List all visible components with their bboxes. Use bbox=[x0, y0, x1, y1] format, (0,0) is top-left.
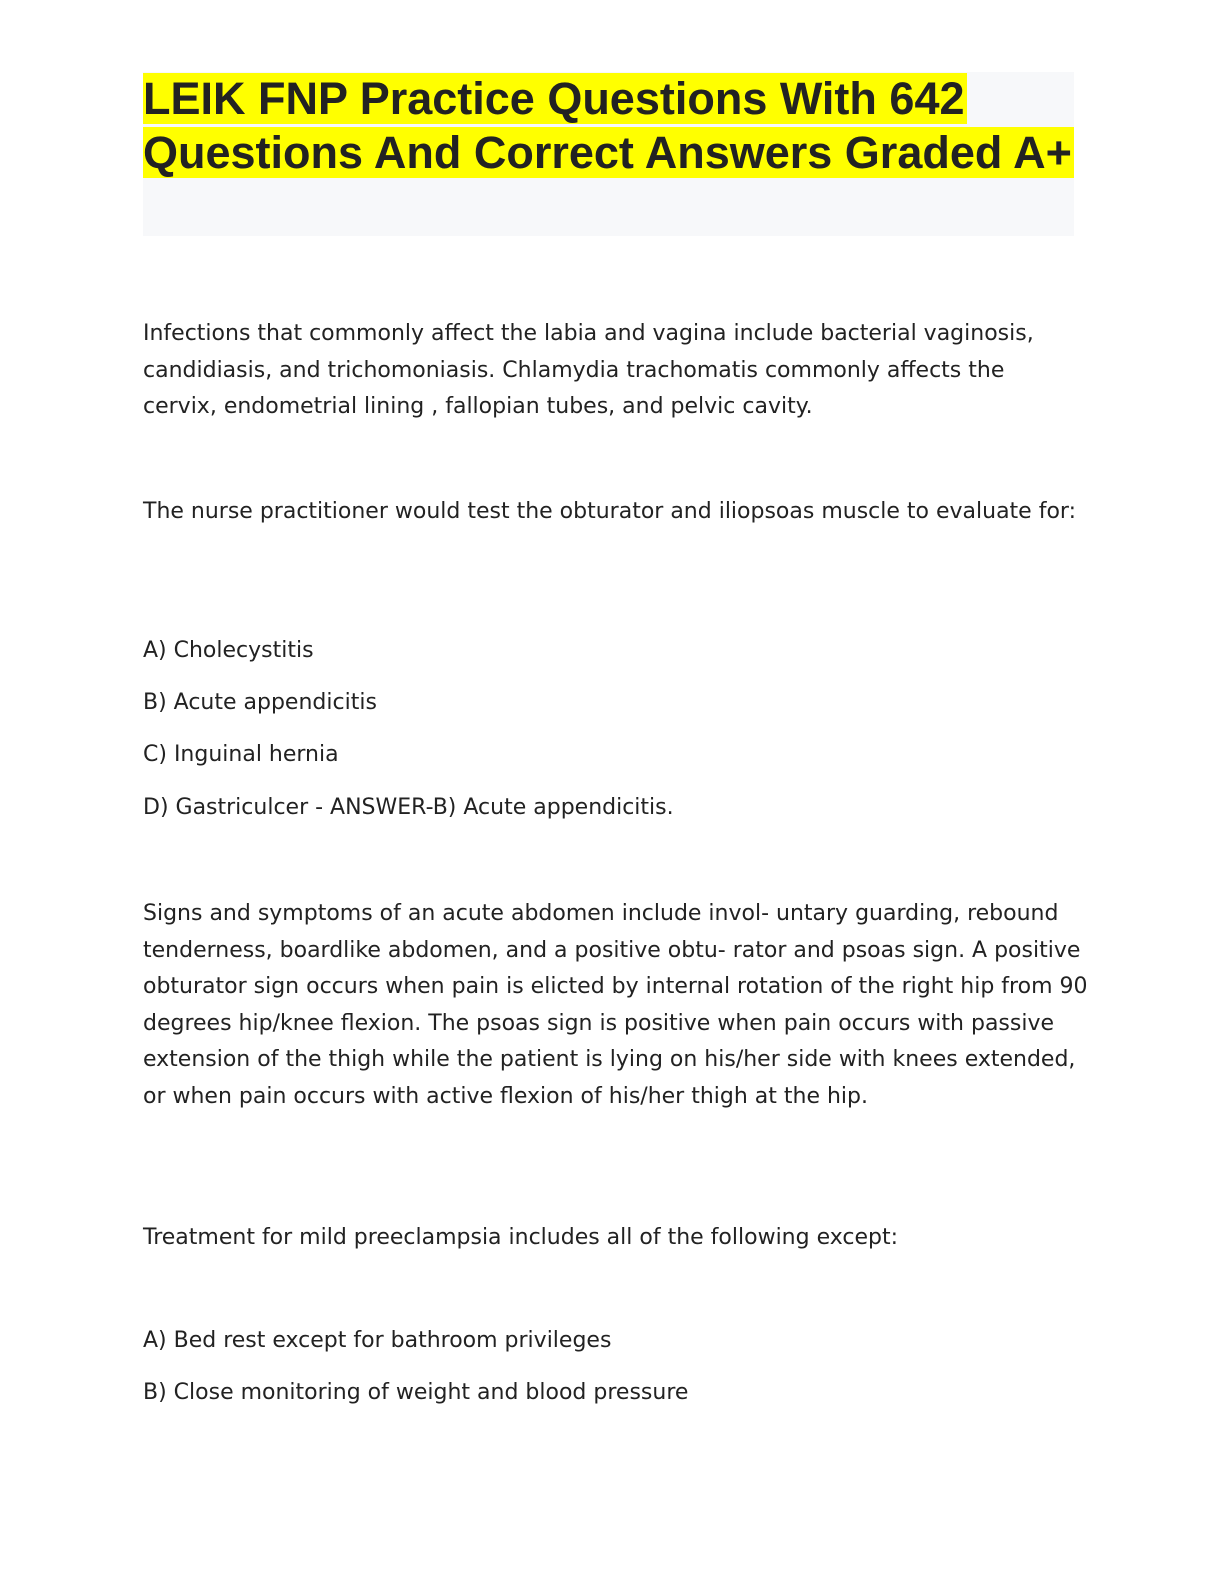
question-1-option-b: B) Acute appendicitis bbox=[143, 690, 377, 715]
question-2-stem: Treatment for mild preeclampsia includes all of the following except: bbox=[143, 1225, 898, 1250]
title-block bbox=[143, 72, 1074, 236]
title-highlight: LEIK FNP Practice Questions With 642 Questions And Correct Answers Graded A+ bbox=[143, 73, 1072, 178]
document-title bbox=[143, 72, 1074, 180]
question-1-option-d-answer: D) Gastriculcer - ANSWER-B) Acute appendicitis. bbox=[143, 795, 674, 820]
paragraph-acute-abdomen: Signs and symptoms of an acute abdomen include invol- untary guarding, rebound tenderness, boardlike abdomen, and a positive obtu- rator and psoas sign. A positive obturator sign occurs when pain is elicted by internal rotation of the right hip from 90 degrees hip/knee flexion. The psoas sign is positive when pain occurs with passive extension of the thigh while the patient is lying on his/her side with knees extended, or when pain occurs with active flexion of his/her thigh at the hip. bbox=[143, 901, 1088, 1109]
question-1-option-c: C) Inguinal hernia bbox=[143, 742, 339, 767]
question-1-stem: The nurse practitioner would test the obturator and iliopsoas muscle to evaluate for: bbox=[143, 499, 1076, 524]
question-2-option-b: B) Close monitoring of weight and blood pressure bbox=[143, 1380, 689, 1405]
question-1-option-a: A) Cholecystitis bbox=[143, 638, 314, 663]
paragraph-infections: Infections that commonly affect the labia and vagina include bacterial vaginosis, candidiasis, and trichomoniasis. Chlamydia trachomatis commonly affects the cervix, endometrial lining , fallopian tubes, and pelvic cavity. bbox=[143, 321, 1034, 419]
question-2-option-a: A) Bed rest except for bathroom privileges bbox=[143, 1328, 612, 1353]
